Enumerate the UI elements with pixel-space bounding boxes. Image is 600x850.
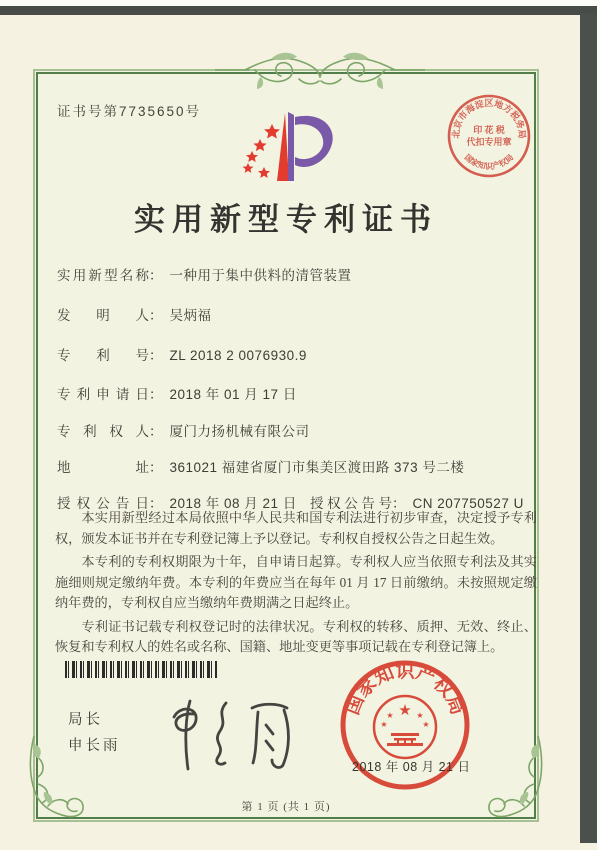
svg-text:★: ★: [398, 703, 412, 719]
field-label: 专利申请日: [57, 387, 149, 402]
certificate-number: 证书号第7735650号: [57, 104, 202, 119]
field-value: ZL 2018 2 0076930.9: [169, 348, 307, 363]
field-label: 专利号: [57, 348, 149, 363]
field-label: 授权公告日: [57, 496, 149, 511]
field-label: 授权公告号: [310, 496, 392, 511]
field-value: 2018 年 01 月 17 日: [169, 387, 297, 402]
field-colon: ：: [149, 348, 163, 363]
field-value: 一种用于集中供料的清管装置: [169, 268, 352, 283]
field-value: CN 207750527 U: [412, 496, 524, 511]
national-emblem-icon: [374, 696, 436, 758]
field-colon: ：: [149, 387, 163, 402]
field-colon: ：: [149, 460, 163, 475]
barcode-icon: [65, 661, 218, 678]
field-label: 发明人: [57, 308, 149, 323]
tax-stamp-seal: [439, 86, 539, 186]
tax-stamp-center-line1: 印 花 税: [473, 125, 505, 135]
field-label: 专利权人: [57, 424, 149, 439]
tax-stamp-arc-top: 北京市海淀区地方税务局: [450, 98, 528, 139]
field-colon: ：: [149, 496, 163, 511]
seal-date: 2018 年 08 月 21 日: [352, 760, 471, 774]
field-row-address: [57, 456, 464, 476]
field-colon: ：: [149, 268, 163, 283]
certificate-title: 实用新型专利证书: [134, 202, 438, 237]
field-label: 地址: [57, 460, 149, 475]
office-seal-ring-text: 国家知识产权局: [342, 660, 468, 718]
field-value: 吴炳福: [169, 308, 212, 323]
floral-flourish-icon: [215, 48, 425, 92]
field-colon: ：: [149, 424, 163, 439]
field-row-inventor: [57, 304, 212, 324]
photo-edge-top: [0, 6, 600, 15]
field-colon: ：: [392, 496, 406, 511]
body-paragraph: 本专利的专利权期限为十年，自申请日起算。专利权人应当依照专利法及其实施细则规定缴纳年费。本专利的年费应当在每年 01 月 17 日前缴纳。未按照规定缴纳年费的，专利权自应当缴纳年费期满之日起终止。: [55, 554, 537, 610]
legal-text: [55, 508, 537, 661]
director-title: 局长: [68, 712, 103, 728]
svg-text:★: ★: [386, 711, 394, 720]
field-value: 361021 福建省厦门市集美区渡田路 373 号二楼: [169, 460, 465, 475]
field-row-filing-date: [57, 383, 297, 403]
field-value: 2018 年 08 月 21 日: [169, 496, 297, 511]
director-name: 申长雨: [68, 738, 121, 754]
svg-text:★: ★: [416, 711, 424, 720]
photo-edge-right: [580, 13, 597, 843]
field-value: 厦门力扬机械有限公司: [169, 424, 310, 439]
tax-stamp-center-line2: 代扣专用章: [466, 137, 512, 147]
svg-text:★: ★: [422, 720, 430, 729]
tax-stamp-arc-bottom: 国家知识产权局: [462, 152, 516, 171]
handwritten-signature-icon: [160, 693, 300, 775]
field-row-name: [57, 264, 352, 284]
body-paragraph: 专利证书记载专利权登记时的法律状况。专利权的转移、质押、无效、终止、恢复和专利权人的姓名或名称、国籍、地址变更等事项记载在专利登记簿上。: [55, 618, 537, 654]
svg-text:国家知识产权局: [463, 152, 516, 171]
field-colon: ：: [149, 308, 163, 323]
cnipa-logo-icon: [235, 103, 365, 203]
field-row-patent-no: [57, 344, 307, 364]
page-footer: 第 1 页 (共 1 页): [241, 801, 331, 813]
field-row-patentee: [57, 420, 310, 440]
body-paragraph: 本实用新型经过本局依照中华人民共和国专利法进行初步审查，决定授予专利权，颁发本证书并在专利登记簿上予以登记。专利权自授权公告之日起生效。: [55, 510, 537, 546]
svg-text:★: ★: [380, 720, 388, 729]
field-label: 实用新型名称: [57, 268, 149, 283]
